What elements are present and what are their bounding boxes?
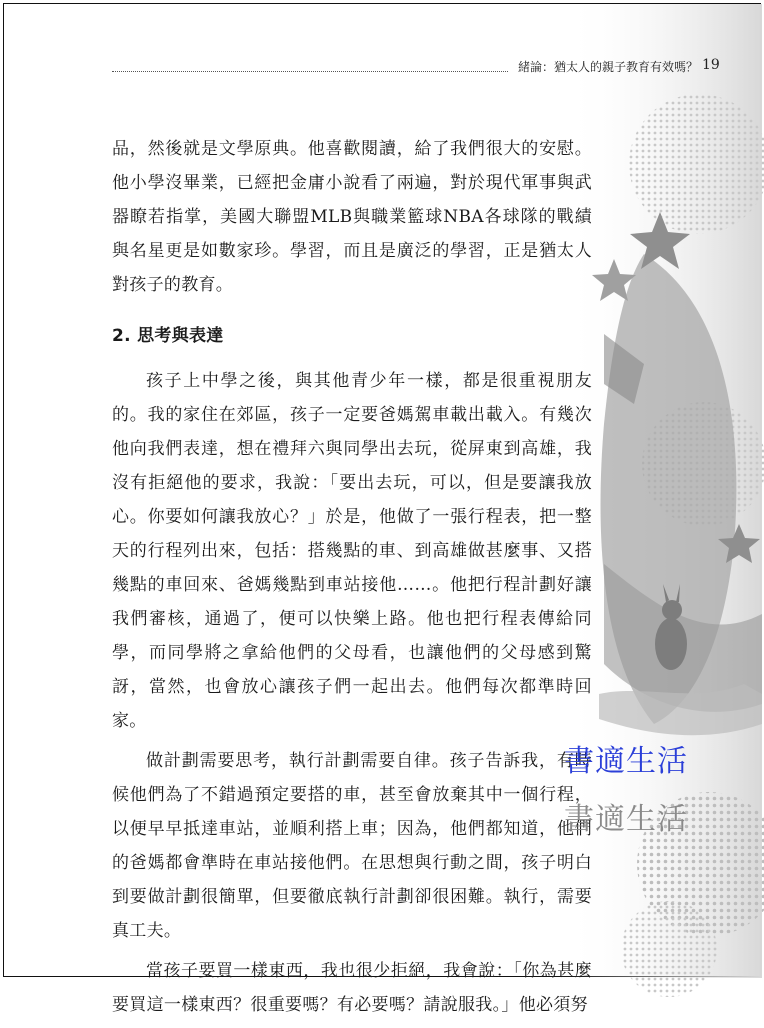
section-heading: 2. 思考與表達 xyxy=(112,326,224,346)
paragraph-1: 孩子上中學之後，與其他青少年一樣，都是很重視朋友的。我的家住在郊區，孩子一定要爸媽駕車載出載入。有幾次他向我們表達，想在禮拜六與同學出去玩，從屏東到高雄，我沒有拒絕他的要求，我說：「要出去玩，可以，但是要讓我放心。你要如何讓我放心？」於是，他做了一張行程表，把一整天的行程列出來，包括：搭幾點的車、到高雄做甚麼事、又搭幾點的車回來、爸媽幾點到車站接他……。他把行程計劃好讓我們審核，通過了，便可以快樂上路。他也把行程表傳給同學，而同學將之拿給他們的父母看，也讓他們的父母感到驚訝，當然，也會放心讓孩子們一起出去。他們每次都準時回家。 xyxy=(112,371,592,731)
intro-paragraph: 品，然後就是文學原典。他喜歡閱讀，給了我們很大的安慰。他小學沒畢業，已經把金庸小說看了兩遍，對於現代軍事與武器瞭若指掌，美國大聯盟MLB與職業籃球NBA各球隊的戰績與名星更是如數家珍。學習，而且是廣泛的學習，正是猶太人對孩子的教育。 xyxy=(112,139,592,295)
watermark-blue: 書適生活 xyxy=(564,744,688,779)
running-header xyxy=(112,57,720,78)
page-number: 19 xyxy=(702,57,720,73)
body-text xyxy=(112,132,592,1028)
paragraph-3: 當孩子要買一樣東西，我也很少拒絕，我會說：「你為甚麼要買這一樣東西？很重要嗎？有必要嗎？請說服我。」他必須努 xyxy=(112,961,592,1015)
paragraph-2: 做計劃需要思考，執行計劃需要自律。孩子告訴我，有時候他們為了不錯過預定要搭的車，甚至會放棄其中一個行程，以便早早抵達車站，並順利搭上車；因為，他們都知道，他們的爸媽都會準時在車站接他們。在思想與行動之間，孩子明白到要做計劃很簡單，但要徹底執行計劃卻很困難。執行，需要真工夫。 xyxy=(112,751,592,941)
watermark-gray: 書適生活 xyxy=(564,802,688,837)
header-dotted-rule xyxy=(112,71,508,72)
book-page xyxy=(3,3,761,1015)
chapter-title: 緒論：猶太人的親子教育有效嗎？ xyxy=(518,60,699,74)
